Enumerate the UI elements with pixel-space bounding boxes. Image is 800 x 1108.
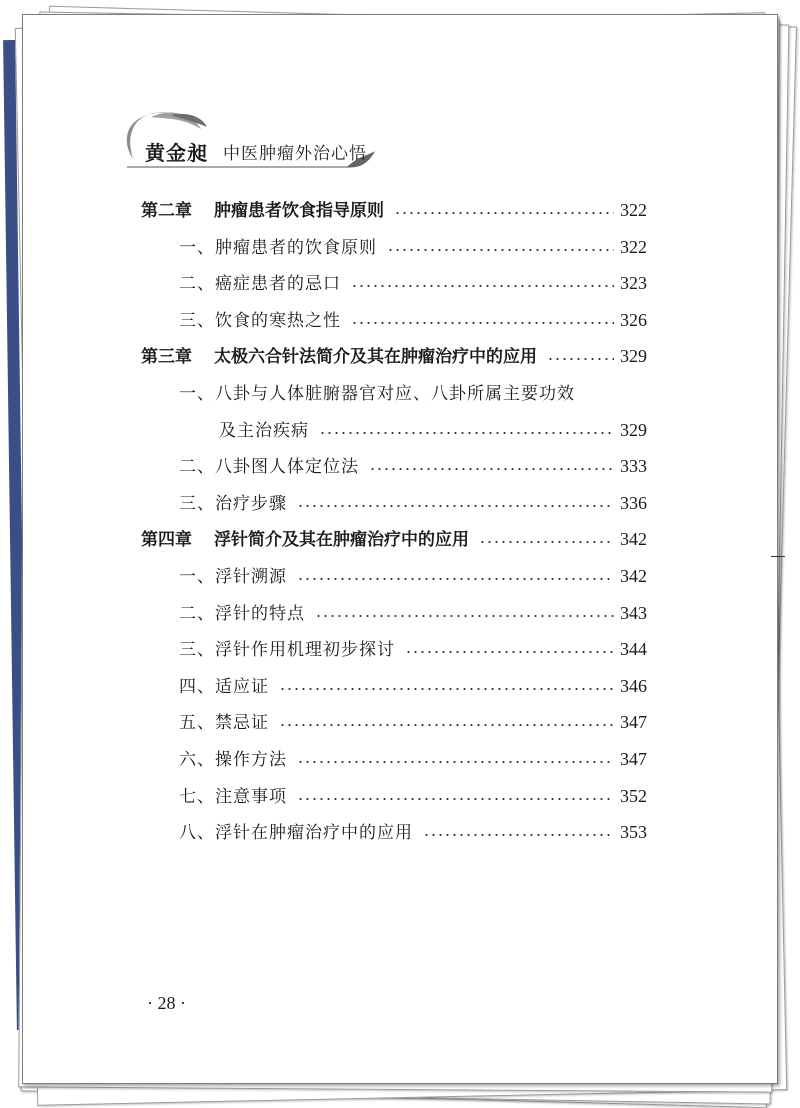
toc-entry[interactable] <box>219 413 647 441</box>
header-book-title: 中医肿瘤外治心悟 <box>223 144 367 164</box>
toc-entry[interactable] <box>179 705 647 733</box>
dot-leader <box>547 357 614 361</box>
book-page <box>22 14 778 1084</box>
chapter-title: 太极六合针法简介及其在肿瘤治疗中的应用 <box>214 347 537 368</box>
toc-entry-title: 七、注意事项 <box>179 786 287 807</box>
toc-chapter-entry[interactable] <box>141 339 647 367</box>
toc-chapter-label <box>141 342 537 367</box>
toc-page-number: 329 <box>620 346 647 367</box>
toc-entry-title: 三、浮针作用机理初步探讨 <box>179 640 395 661</box>
toc-entry[interactable] <box>179 742 647 770</box>
toc-entry[interactable] <box>179 266 647 294</box>
toc-entry-title: 二、八卦图人体定位法 <box>179 457 359 478</box>
toc-page-number: 347 <box>620 749 647 769</box>
dot-leader <box>297 797 614 801</box>
dot-leader <box>279 687 614 691</box>
toc-entry[interactable] <box>179 779 647 807</box>
table-of-contents <box>23 15 777 1083</box>
toc-page-number: 344 <box>620 639 647 660</box>
chapter-number: 第二章 <box>141 201 192 221</box>
dot-leader <box>394 211 614 215</box>
toc-entry-title: 一、浮针溯源 <box>179 567 287 587</box>
toc-page-number: 342 <box>620 529 647 550</box>
dot-leader <box>479 540 614 544</box>
toc-page-number: 347 <box>620 712 647 733</box>
toc-entry-continuation: 及主治疾病 <box>219 420 309 441</box>
toc-entry[interactable] <box>179 815 647 843</box>
toc-page-number: 353 <box>620 822 647 843</box>
toc-entry-title: 一、八卦与人体脏腑器官对应、八卦所属主要功效 <box>179 384 575 404</box>
toc-page-number: 329 <box>620 419 647 440</box>
toc-page-number: 333 <box>620 456 647 477</box>
toc-entry-title: 五、禁忌证 <box>179 713 269 734</box>
toc-page-number: 326 <box>620 309 647 330</box>
toc-entry[interactable] <box>179 303 647 331</box>
chapter-number: 第四章 <box>141 530 192 551</box>
toc-page-number: 323 <box>620 273 647 294</box>
toc-entry-title: 八、浮针在肿瘤治疗中的应用 <box>179 823 413 844</box>
dot-leader <box>297 577 614 581</box>
toc-chapter-entry[interactable] <box>141 522 647 550</box>
header-author: 黄金昶 <box>145 141 208 165</box>
dot-leader <box>387 248 614 252</box>
toc-page-number: 346 <box>620 675 647 696</box>
dot-leader <box>297 504 614 508</box>
chapter-title: 肿瘤患者饮食指导原则 <box>214 201 384 221</box>
dot-leader <box>405 650 614 654</box>
toc-entry[interactable] <box>179 559 647 587</box>
toc-entry-title: 二、癌症患者的忌口 <box>179 274 341 295</box>
dot-leader <box>351 321 614 325</box>
dot-leader <box>315 614 614 618</box>
toc-entry[interactable] <box>179 230 647 258</box>
toc-entry-title: 一、肿瘤患者的饮食原则 <box>179 237 377 258</box>
toc-entry-title: 六、操作方法 <box>179 750 287 770</box>
dot-leader <box>369 467 614 471</box>
chapter-title: 浮针简介及其在肿瘤治疗中的应用 <box>214 530 469 551</box>
toc-chapter-label <box>141 196 384 221</box>
toc-page-number: 352 <box>620 785 647 806</box>
toc-entry[interactable] <box>179 449 647 477</box>
toc-chapter-label <box>141 525 469 550</box>
dot-leader <box>351 284 614 288</box>
toc-entry-title: 三、饮食的寒热之性 <box>179 310 341 331</box>
margin-mark <box>771 556 785 557</box>
toc-page-number: 322 <box>620 236 647 257</box>
dot-leader <box>297 760 614 764</box>
toc-entry[interactable] <box>179 486 647 514</box>
toc-page-number: 342 <box>620 566 647 586</box>
toc-entry-title: 二、浮针的特点 <box>179 603 305 624</box>
dot-leader <box>423 833 614 837</box>
toc-page-number: 322 <box>620 200 647 220</box>
toc-entry-title: 三、治疗步骤 <box>179 493 287 514</box>
dot-leader <box>279 723 614 727</box>
chapter-number: 第三章 <box>141 347 192 368</box>
page-number: · 28 · <box>147 993 186 1013</box>
toc-entry-title: 四、适应证 <box>179 676 269 697</box>
toc-page-number: 343 <box>620 602 647 623</box>
toc-entry[interactable] <box>179 669 647 697</box>
dot-leader <box>319 431 614 435</box>
toc-page-number: 336 <box>620 492 647 513</box>
toc-entry[interactable] <box>179 376 575 404</box>
toc-entry[interactable] <box>179 596 647 624</box>
toc-entry[interactable] <box>179 632 647 660</box>
toc-chapter-entry[interactable] <box>141 193 647 221</box>
